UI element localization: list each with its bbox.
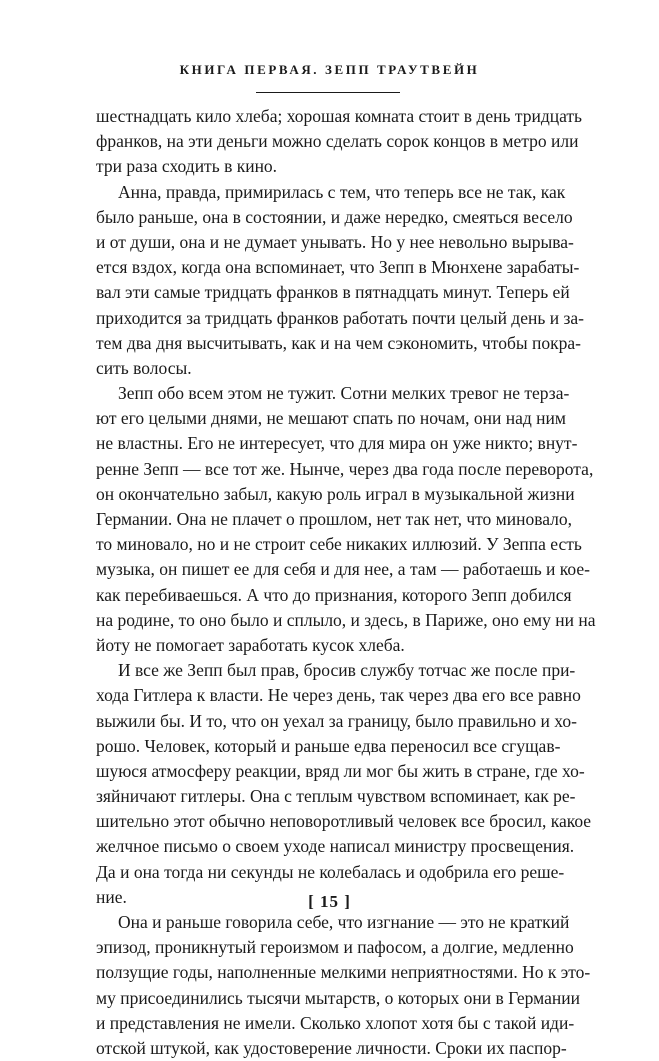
text-line: сить волосы. [96,357,192,378]
text-line: три раза сходить в кино. [96,156,278,177]
page-number: [ 15 ] [308,892,351,911]
text-line: ние. [96,886,127,907]
text-line: не властны. Его не интересует, что для мира он уже никто; внут- [96,433,578,454]
text-line: хода Гитлера к власти. Не через день, так через два его все равно [96,685,581,706]
text-line: и представления не имели. Сколько хлопот хотя бы с такой иди- [96,1012,575,1033]
text-line: он окончательно забыл, какую роль играл в музыкальной жизни [96,483,575,504]
text-line: ют его целыми днями, не мешают спать по ночам, они над ним [96,408,566,429]
text-line: зяйничают гитлеры. Она с теплым чувством вспоминает, как ре- [96,786,576,807]
text-line: тем два дня высчитывать, как и на чем сэкономить, чтобы покра- [96,332,581,353]
text-line: ется вздох, когда она вспоминает, что Зепп в Мюнхене зарабаты- [96,257,580,278]
text-line: эпизод, проникнутый героизмом и пафосом, а долгие, медленно [96,937,574,958]
text-line: франков, на эти деньги можно сделать сорок концов в метро или [96,131,579,152]
text-line: шительно этот обычно неповоротливый человек все бросил, какое [96,811,592,832]
text-line: Она и раньше говорила себе, что изгнание — это не краткий [118,912,570,932]
text-line: Зепп обо всем этом не тужит. Сотни мелких тревог не терза- [118,383,570,404]
text-line: как перебиваешься. А что до признания, которого Зепп добился [96,584,572,605]
text-line: Германии. Она не плачет о прошлом, нет так нет, что миновало, [96,509,573,529]
text-line: йоту не помогает заработать кусок хлеба. [96,634,405,655]
text-line: желчное письмо о своем уходе написал министру просвещения. [96,836,575,857]
text-line: на родине, то оно было и сплыло, и здесь, в Париже, оно ему ни на [96,609,596,630]
text-line: шуюся атмосферу реакции, вряд ли мог бы жить в стране, где хо- [96,760,585,781]
text-line: Анна, правда, примирилась с тем, что теперь все не так, как [118,181,566,202]
body-text [96,104,596,1061]
text-line: И все же Зепп был прав, бросив службу тотчас же после при- [118,660,576,681]
text-line: было раньше, она в состоянии, и даже нередко, смеяться весело [96,206,573,227]
text-line: шестнадцать кило хлеба; хорошая комната стоит в день тридцать [96,106,583,126]
text-line: Да и она тогда ни секунды не колебалась и одобрила его реше- [96,861,565,882]
text-line: вал эти самые тридцать франков в пятнадцать минут. Теперь ей [96,282,570,303]
text-line: приходится за тридцать франков работать почти целый день и за- [96,307,584,328]
text-line: музыка, он пишет ее для себя и для нее, а там — работаешь и кое- [96,559,590,580]
text-line: то миновало, но и не строит себе никаких иллюзий. У Зеппа есть [96,534,582,555]
header-rule [256,92,400,93]
text-line: выжили бы. И то, что он уехал за границу, было правильно и хо- [96,710,577,731]
text-line: отской штукой, как удостоверение личности. Сроки их паспор- [96,1037,567,1058]
text-line: и от души, она и не думает унывать. Но у нее невольно вырыва- [96,231,574,252]
text-line: му присоединились тысячи мытарств, о которых они в Германии [96,987,580,1008]
text-line: рошо. Человек, который и раньше едва переносил все сгущав- [96,735,561,756]
text-line: ползущие годы, наполненные мелкими неприятностями. Но к это- [96,962,591,983]
running-head: КНИГА ПЕРВАЯ. ЗЕПП ТРАУТВЕЙН [179,62,480,77]
text-line: ренне Зепп — все тот же. Нынче, через два года после переворота, [96,458,594,479]
